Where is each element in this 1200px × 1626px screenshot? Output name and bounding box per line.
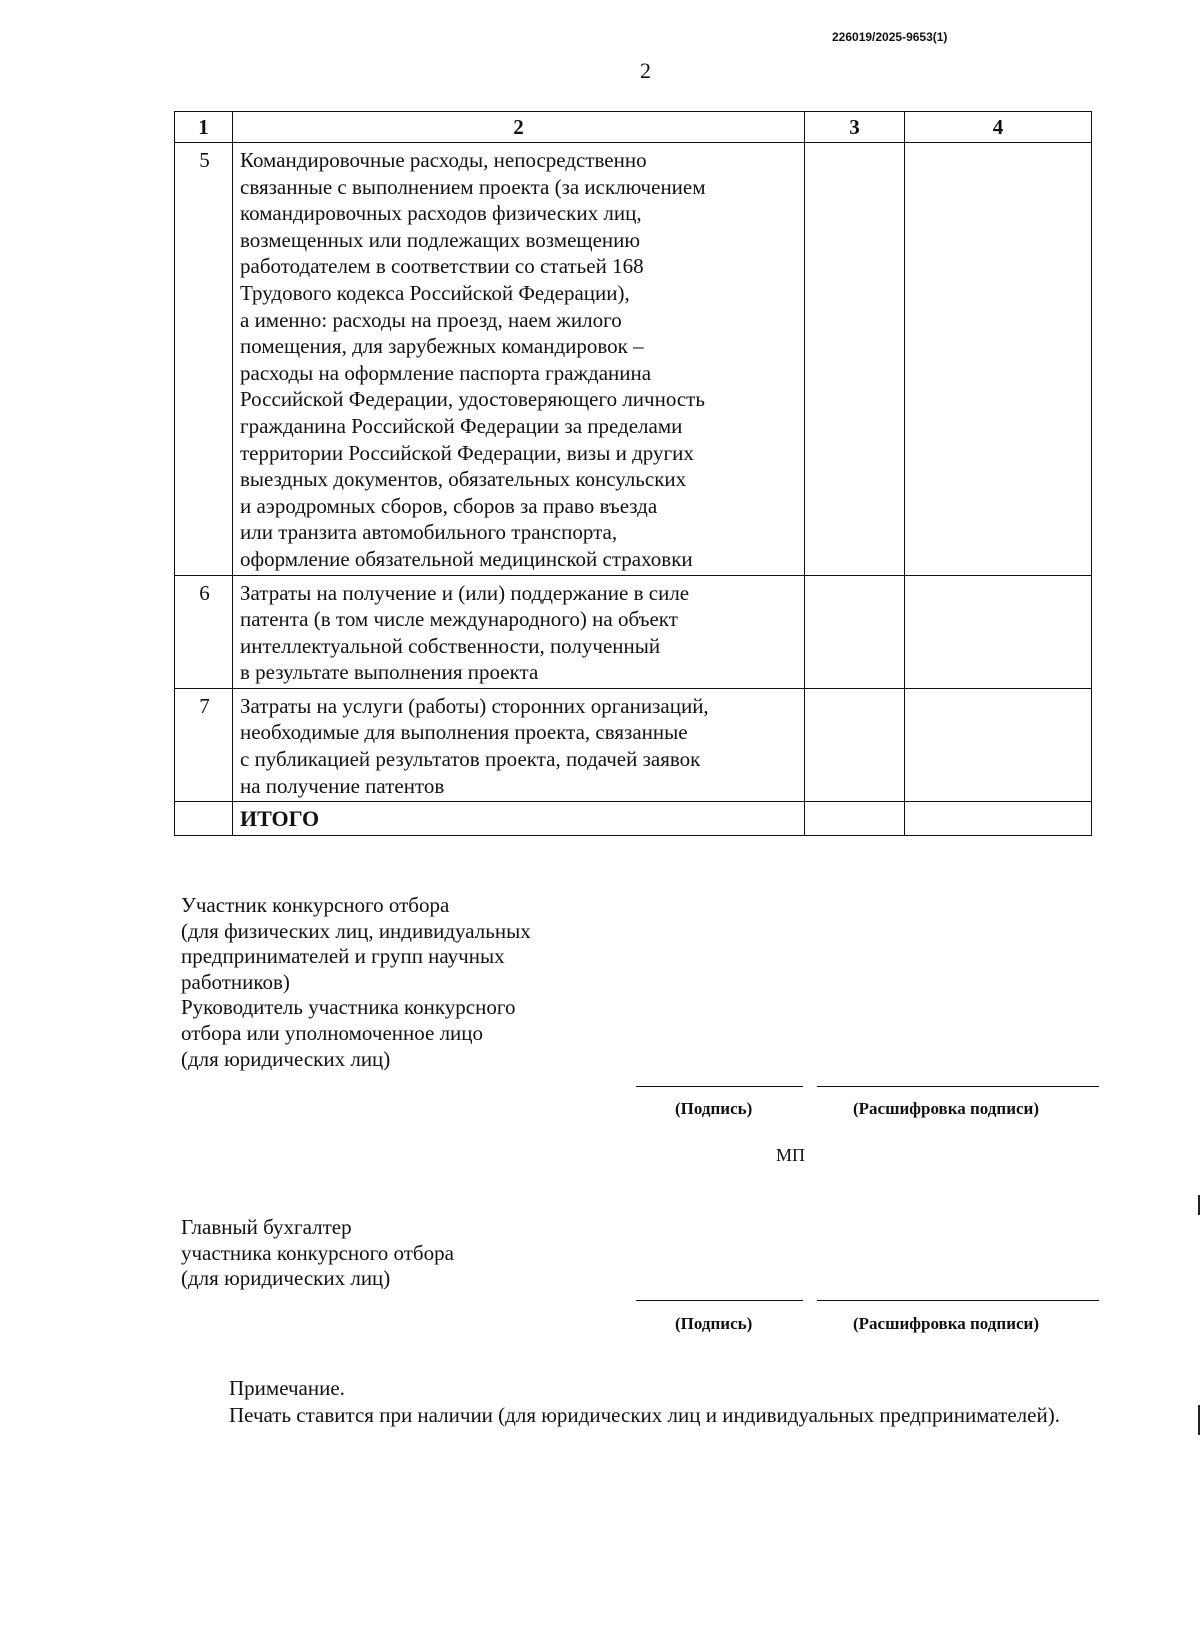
signature-line bbox=[636, 1086, 803, 1087]
accountant-decode-line bbox=[817, 1300, 1099, 1301]
header-cell-3: 3 bbox=[805, 112, 905, 143]
row-number: 7 bbox=[175, 688, 233, 801]
total-number-cell bbox=[175, 802, 233, 836]
row-number: 6 bbox=[175, 575, 233, 688]
stamp-label: МП bbox=[776, 1145, 806, 1165]
table-row-5 bbox=[175, 143, 1092, 576]
total-label: ИТОГО bbox=[233, 802, 805, 836]
signature-decode-line bbox=[817, 1086, 1099, 1087]
table-total-row bbox=[175, 802, 1092, 836]
document-id: 226019/2025-9653(1) bbox=[832, 30, 948, 44]
row-col4-cell bbox=[905, 143, 1092, 576]
total-col4-cell bbox=[905, 802, 1092, 836]
row-col3-cell bbox=[805, 688, 905, 801]
table-header-row bbox=[175, 112, 1092, 143]
row-col4-cell bbox=[905, 575, 1092, 688]
note-title: Примечание. bbox=[229, 1376, 345, 1400]
row-description: Командировочные расходы, непосредственно связанные с выполнением проекта (за исключением командировочных расходов физических лиц, возмещенных или подлежащих возмещению работодателем в соответствии со статьей 168 Трудового кодекса Российской Федерации), а именно: расходы на проезд, наем жилого помещения, для зарубежных командировок – расходы на оформление паспорта гражданина Российской Федерации, удостоверяющего личность гражданина Российской Федерации за пределами территории Российской Федерации, визы и других выездных документов, обязательных консульских и аэродромных сборов, сборов за право въезда или транзита автомобильного транспорта, оформление обязательной медицинской страховки bbox=[233, 143, 805, 576]
row-description: Затраты на получение и (или) поддержание в силе патента (в том числе международного) на объект интеллектуальной собственности, полученный в результате выполнения проекта bbox=[233, 575, 805, 688]
page-number: 2 bbox=[640, 58, 651, 83]
header-cell-4: 4 bbox=[905, 112, 1092, 143]
table-row-7 bbox=[175, 688, 1092, 801]
accountant-signature-line bbox=[636, 1300, 803, 1301]
header-cell-1: 1 bbox=[175, 112, 233, 143]
signature-decode-caption: (Расшифровка подписи) bbox=[853, 1099, 1039, 1118]
row-col3-cell bbox=[805, 575, 905, 688]
row-col4-cell bbox=[905, 688, 1092, 801]
row-col3-cell bbox=[805, 143, 905, 576]
accountant-decode-caption: (Расшифровка подписи) bbox=[853, 1314, 1039, 1333]
header-cell-2: 2 bbox=[233, 112, 805, 143]
participant-signatory-label: Участник конкурсного отбора (для физических лиц, индивидуальных предпринимателей и групп научных работников) Руководитель участника конкурсного отбора или уполномоченное лицо (для юридических лиц) bbox=[181, 893, 531, 1071]
row-description: Затраты на услуги (работы) сторонних организаций, необходимые для выполнения проекта, связанные с публикацией результатов проекта, подачей заявок на получение патентов bbox=[233, 688, 805, 801]
table-row-6 bbox=[175, 575, 1092, 688]
note-body: Печать ставится при наличии (для юридических лиц и индивидуальных предпринимателей). bbox=[229, 1403, 1060, 1427]
signature-caption: (Подпись) bbox=[675, 1099, 753, 1118]
row-number: 5 bbox=[175, 143, 233, 576]
total-col3-cell bbox=[805, 802, 905, 836]
expense-table bbox=[174, 111, 1092, 836]
accountant-signature-caption: (Подпись) bbox=[675, 1314, 753, 1333]
chief-accountant-label: Главный бухгалтер участника конкурсного отбора (для юридических лиц) bbox=[181, 1215, 454, 1291]
